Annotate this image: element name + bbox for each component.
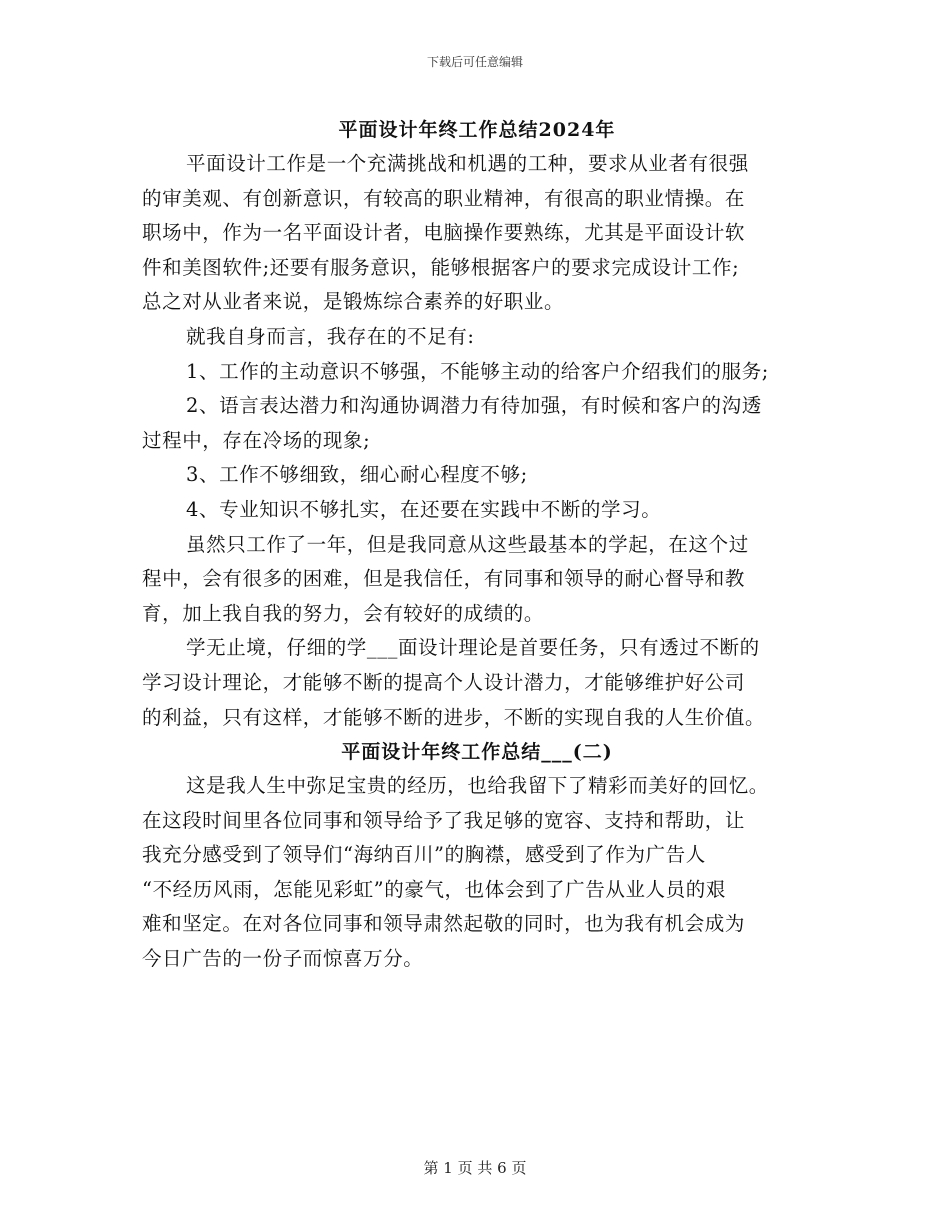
paragraph-line: 虽然只工作了一年，但是我同意从这些最基本的学起，在这个过 xyxy=(186,532,749,556)
paragraph-line: 学习设计理论，才能够不断的提高个人设计潜力，才能够维护好公司 xyxy=(142,670,746,694)
paragraph-line: 件和美图软件;还要有服务意识，能够根据客户的要求完成设计工作; xyxy=(142,255,740,279)
page-header-note: 下载后可任意编辑 xyxy=(426,55,523,69)
paragraph-line: 今日广告的一份子而惊喜万分。 xyxy=(142,947,424,971)
paragraph-line: 总之对从业者来说，是锻炼综合素养的好职业。 xyxy=(142,290,565,314)
paragraph-line: 在这段时间里各位同事和领导给予了我足够的宽容、支持和帮助，让 xyxy=(142,808,746,832)
paragraph-line: 过程中，存在冷场的现象; xyxy=(142,428,371,452)
document-title: 平面设计年终工作总结2024年 xyxy=(338,119,616,141)
paragraph-line: 程中，会有很多的困难，但是我信任，有同事和领导的耐心督导和教 xyxy=(142,567,746,591)
paragraph-line: 这是我人生中弥足宝贵的经历，也给我留下了精彩而美好的回忆。 xyxy=(186,774,769,798)
paragraph-line: 学无止境，仔细的学___面设计理论是首要任务，只有透过不断的 xyxy=(186,636,760,660)
paragraph-line: 职场中，作为一名平面设计者，电脑操作要熟练，尤其是平面设计软 xyxy=(142,221,746,245)
page-number: 第 1 页 共 6 页 xyxy=(423,1159,527,1177)
paragraph-line: 平面设计工作是一个充满挑战和机遇的工种，要求从业者有很强 xyxy=(186,152,749,175)
paragraph-line: 育，加上我自我的努力，会有较好的成绩的。 xyxy=(142,601,545,625)
paragraph-line: 就我自身而言，我存在的不足有: xyxy=(186,324,475,348)
paragraph-line: 我充分感受到了领导们“海纳百川”的胸襟，感受到了作为广告人 xyxy=(142,843,706,867)
section-title: 平面设计年终工作总结___(二) xyxy=(341,741,613,764)
paragraph-line: “不经历风雨，怎能见彩虹”的豪气，也体会到了广告从业人员的艰 xyxy=(142,877,726,901)
paragraph-line: 的利益，只有这样，才能够不断的进步，不断的实现自我的人生价值。 xyxy=(142,705,766,729)
list-item: 4、专业知识不够扎实，在还要在实践中不断的学习。 xyxy=(186,497,662,521)
paragraph-line: 难和坚定。在对各位同事和领导肃然起敬的同时，也为我有机会成为 xyxy=(142,912,746,936)
document-body xyxy=(142,113,812,977)
paragraph-line: 的审美观、有创新意识，有较高的职业精神，有很高的职业情操。在 xyxy=(142,186,746,210)
list-item: 3、工作不够细致，细心耐心程度不够; xyxy=(186,463,528,487)
list-item: 2、语言表达潜力和沟通协调潜力有待加强，有时候和客户的沟透 xyxy=(186,394,762,418)
list-item: 1、工作的主动意识不够强，不能够主动的给客户介绍我们的服务; xyxy=(186,359,769,383)
